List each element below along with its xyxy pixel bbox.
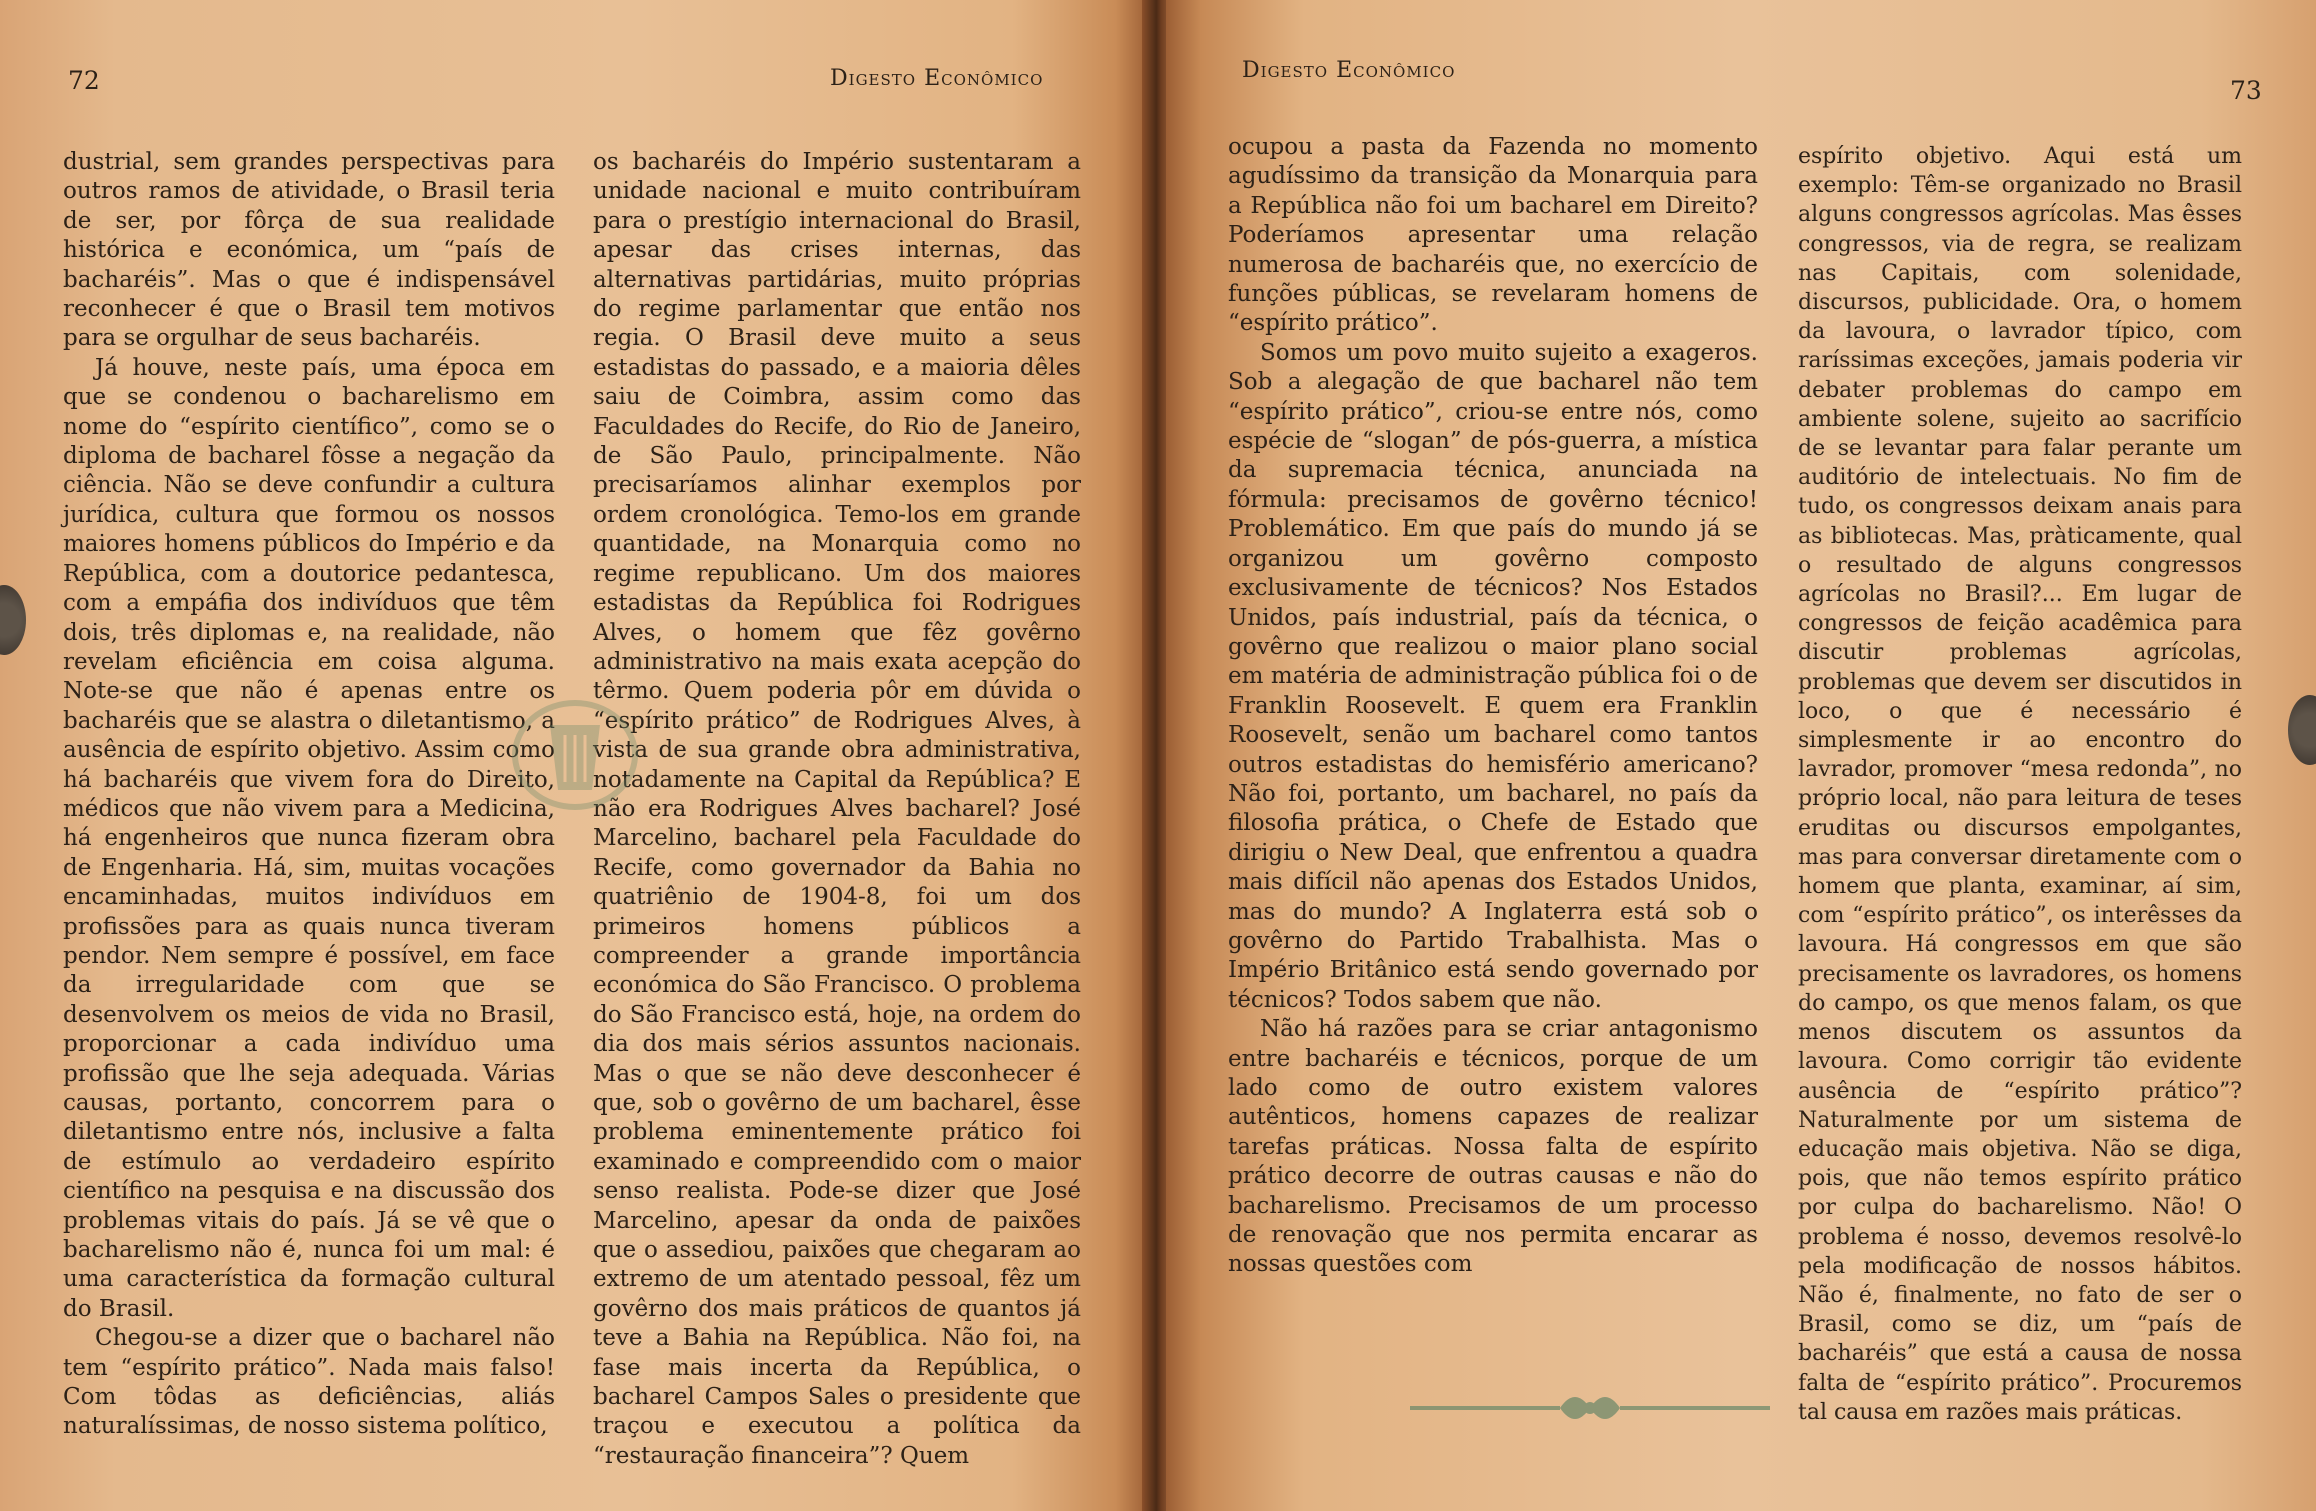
binding-hole-icon <box>0 585 26 655</box>
text-column-1 <box>1228 133 1758 1280</box>
decorative-ornament-icon <box>1410 1378 1770 1438</box>
text-column-2 <box>593 148 1081 1471</box>
library-stamp-icon <box>510 690 640 820</box>
paragraph: Chegou-se a dizer que o bacharel não tem “espírito prático”. Nada mais falso! Com tôdas as deficiências, aliás naturalíssimas, de nosso sistema político, <box>63 1325 555 1440</box>
binding-hole-icon <box>2288 695 2316 765</box>
text-column-1 <box>63 148 555 1442</box>
right-page <box>1166 0 2316 1511</box>
running-head: Digesto Econômico <box>1242 58 1456 83</box>
paragraph: os bacharéis do Império sustentaram a unidade nacional e muito contribuíram para o prestígio internacional do Brasil, apesar das crises internas, das alternativas partidárias, muito próprias do regime parlamentar que então nos regia. O Brasil deve muito a seus estadistas do passado, e a maioria dêles saiu de Coimbra, assim como das Faculdades do Recife, do Rio de Janeiro, de São Paulo, principalmente. Não precisaríamos alinhar exemplos por ordem cronológica. Temo-los em grande quantidade, na Monarquia como no regime republicano. Um dos maiores estadistas da República foi Rodrigues Alves, o homem que fêz govêrno administrativo na mais exata acepção do têrmo. Quem poderia pôr em dúvida o “espírito prático” de Rodrigues Alves, à vista de sua grande obra administrativa, notadamente na Capital da República? E não era Rodrigues Alves bacharel? José Marcelino, bacharel pela Faculdade do Recife, como governador da Bahia no quatriênio de 1904-8, foi um dos primeiros homens públicos a compreender a grande importância económica do São Francisco. O problema do São Francisco está, hoje, na ordem do dia dos mais sérios assuntos nacionais. Mas o que se não deve desconhecer é que, sob o govêrno de um bacharel, êsse problema eminentemente prático foi examinado e compreendido com o maior senso realista. Pode-se dizer que José Marcelino, apesar da onda de paixões que o assediou, paixões que chegaram ao extremo de um atentado pessoal, fêz um govêrno dos mais práticos de quantos já teve a Bahia na República. Não foi, na fase mais incerta da República, o bacharel Campos Sales o presidente que traçou e executou a política da “restauração financeira”? Quem <box>593 149 1081 1469</box>
paragraph: dustrial, sem grandes perspectivas para outros ramos de atividade, o Brasil teria de ser, por fôrça de sua realidade histórica e económica, um “país de bacharéis”. Mas o que é indispensável reconhecer é que o Brasil tem motivos para se orgulhar de seus bacharéis. <box>63 149 555 352</box>
text-column-2 <box>1798 142 2242 1427</box>
paragraph: Já houve, neste país, uma época em que se condenou o bacharelismo em nome do “espírito científico”, como se o diploma de bacharel fôsse a negação da ciência. Não se deve confundir a cultura jurídica, cultura que formou os nossos maiores homens públicos do Império e da República, com a doutorice pedantesca, com a empáfia dos indivíduos que têm dois, três diplomas e, na realidade, não revelam eficiência em coisa alguma. Note-se que não é apenas entre os bacharéis que se alastra o diletantismo, a ausência de espírito objetivo. Assim como há bacharéis que vivem fora do Direito, médicos que não vivem para a Medicina, há engenheiros que nunca fizeram obra de Engenharia. Há, sim, muitas vocações encaminhadas, muitos indivíduos em profissões para as quais nunca tiveram pendor. Nem sempre é possível, em face da irregularidade com que se desenvolvem os meios de vida no Brasil, proporcionar a cada indivíduo uma profissão que lhe seja adequada. Várias causas, portanto, concorrem para o diletantismo entre nós, inclusive a falta de estímulo ao verdadeiro espírito científico na pesquisa e na discussão dos problemas vitais do país. Já se vê que o bacharelismo não é, nunca foi um mal: é uma característica da formação cultural do Brasil. <box>63 354 555 1322</box>
paragraph: Não há razões para se criar antagonismo entre bacharéis e técnicos, porque de um lado como de outro existem valores autênticos, homens capazes de realizar tarefas práticas. Nossa falta de espírito prático decorre de outras causas e não do bacharelismo. Precisamos de um processo de renovação que nos permita encarar as nossas questões com <box>1228 1016 1758 1278</box>
paragraph: ocupou a pasta da Fazenda no momento agudíssimo da transição da Monarquia para a República não foi um bacharel em Direito? Poderíamos apresentar uma relação numerosa de bacharéis que, no exercício de funções públicas, se revelaram homens de “espírito prático”. <box>1228 134 1758 337</box>
paragraph: espírito objetivo. Aqui está um exemplo: Têm-se organizado no Brasil alguns congressos agrícolas. Mas êsses congressos, via de regra, se realizam nas Capitais, com solenidade, discursos, publicidade. Ora, o homem da lavoura, o lavrador típico, com raríssimas exceções, jamais poderia vir debater problemas do campo em ambiente solene, sujeito ao sacrifício de se levantar para falar perante um auditório de intelectuais. No fim de tudo, os congressos deixam anais para as bibliotecas. Mas, pràticamente, qual o resultado de alguns congressos agrícolas no Brasil?... Em lugar de congressos de feição acadêmica para discutir problemas agrícolas, problemas que devem ser discutidos in loco, o que é necessário é simplesmente ir ao encontro do lavrador, promover “mesa redonda”, no próprio local, não para leitura de teses eruditas ou discursos empolgantes, mas para conversar diretamente com o homem que planta, examinar, aí sim, com “espírito prático”, os interêsses da lavoura. Há congressos em que são precisamente os lavradores, os homens do campo, os que menos falam, os que menos discutem os assuntos da lavoura. Como corrigir tão evidente ausência de “espírito prático”? Naturalmente por um sistema de educação mais objetiva. Não se diga, pois, que não temos espírito prático por culpa do bacharelismo. Não! O problema é nosso, devemos resolvê-lo pela modificação de nossos hábitos. Não é, finalmente, no fato de ser o Brasil, como se diz, um “país de bacharéis” que está a causa de nossa falta de “espírito prático”. Procuremos tal causa em razões mais práticas. <box>1798 144 2242 1425</box>
running-head: Digesto Econômico <box>830 66 1044 91</box>
paragraph: Somos um povo muito sujeito a exageros. Sob a alegação de que bacharel não tem “espírito prático”, criou-se entre nós, como espécie de “slogan” de pós-guerra, a mística da supremacia técnica, anunciada na fórmula: precisamos de govêrno técnico! Problemático. Em que país do mundo já se organizou um govêrno composto exclusivamente de técnicos? Nos Estados Unidos, país industrial, país da técnica, o govêrno que realizou o maior plano social em matéria de administração pública foi o de Franklin Roosevelt. E quem era Franklin Roosevelt, senão um bacharel como tantos outros estadistas do hemisfério americano? Não foi, portanto, um bacharel, no país da filosofia prática, o Chefe de Estado que dirigiu o New Deal, que enfrentou a quadra mais difícil não apenas dos Estados Unidos, mas do mundo? A Inglaterra está sob o govêrno do Partido Trabalhista. Mas o Império Britânico está sendo governado por técnicos? Todos sabem que não. <box>1228 339 1758 1013</box>
page-number: 73 <box>2230 76 2262 105</box>
page-number: 72 <box>68 66 100 95</box>
left-page <box>0 0 1150 1511</box>
